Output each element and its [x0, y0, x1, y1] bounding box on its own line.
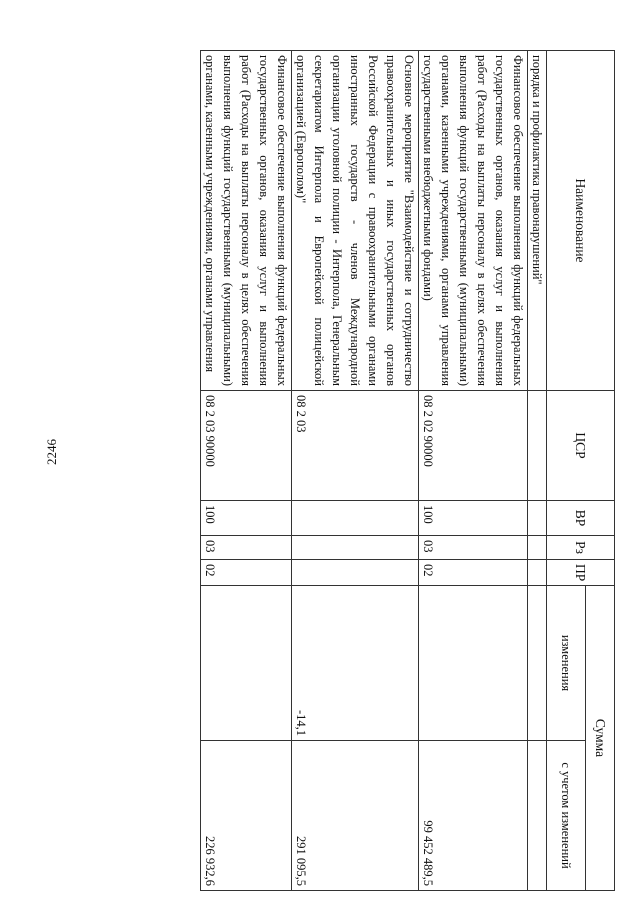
row-name: Основное мероприятие "Взаимодействие и сотрудничество правоохранительных и иных государственных органов Российской Федерации с правоохранительными органами иностранных государств - членов Международной организации уголовной полиции - Интерпола, Генеральным секретариатом Интерпола и Европейской полицейской организацией (Европолом)": [292, 51, 419, 391]
table-row: [419, 51, 528, 891]
row-csr: 08 2 02 90000: [419, 391, 528, 501]
row-change: [201, 586, 292, 741]
row-pr: [292, 560, 419, 586]
header-rz: Рз: [547, 536, 615, 560]
row-total: 99 452 489,5: [419, 741, 528, 891]
row-total: [528, 741, 547, 891]
page-number: 2246: [44, 439, 59, 465]
header-with-changes: с учетом изменений: [547, 741, 586, 891]
row-csr: 08 2 03: [292, 391, 419, 501]
budget-table: [200, 50, 615, 891]
row-name: порядка и профилактика правонарушений": [528, 51, 547, 391]
row-name: Финансовое обеспечение выполнения функций федеральных государственных органов, оказания услуг и выполнения работ (Расходы на выплаты персоналу в целях обеспечения выполнения функций государственными (муниципальными) органами, казенными учреждениями, органами управления государственными внебюджетными фондами): [419, 51, 528, 391]
header-sum: Сумма: [586, 586, 615, 891]
row-pr: 02: [419, 560, 528, 586]
row-change: -14,1: [292, 586, 419, 741]
header-changes: изменения: [547, 586, 586, 741]
header-pr: ПР: [547, 560, 615, 586]
header-csr: ЦСР: [547, 391, 615, 501]
row-vr: [528, 501, 547, 536]
row-name: Финансовое обеспечение выполнения функций федеральных государственных органов, оказания услуг и выполнения работ (Расходы на выплаты персоналу в целях обеспечения выполнения функций государственными (муниципальными) органами, казенными учреждениями, органами управления: [201, 51, 292, 391]
table-row: [201, 51, 292, 891]
row-vr: 100: [419, 501, 528, 536]
row-change: [419, 586, 528, 741]
row-pr: 02: [201, 560, 292, 586]
row-total: 226 932,6: [201, 741, 292, 891]
row-rz: [292, 536, 419, 560]
row-pr: [528, 560, 547, 586]
row-csr: 08 2 03 90000: [201, 391, 292, 501]
row-total: 291 095,5: [292, 741, 419, 891]
header-vr: ВР: [547, 501, 615, 536]
table-row: [292, 51, 419, 891]
table-row: [528, 51, 547, 891]
row-rz: [528, 536, 547, 560]
row-vr: [292, 501, 419, 536]
row-change: [528, 586, 547, 741]
row-rz: 03: [419, 536, 528, 560]
row-csr: [528, 391, 547, 501]
rotated-page: [140, 50, 615, 890]
row-vr: 100: [201, 501, 292, 536]
row-rz: 03: [201, 536, 292, 560]
header-name: Наименование: [547, 51, 615, 391]
